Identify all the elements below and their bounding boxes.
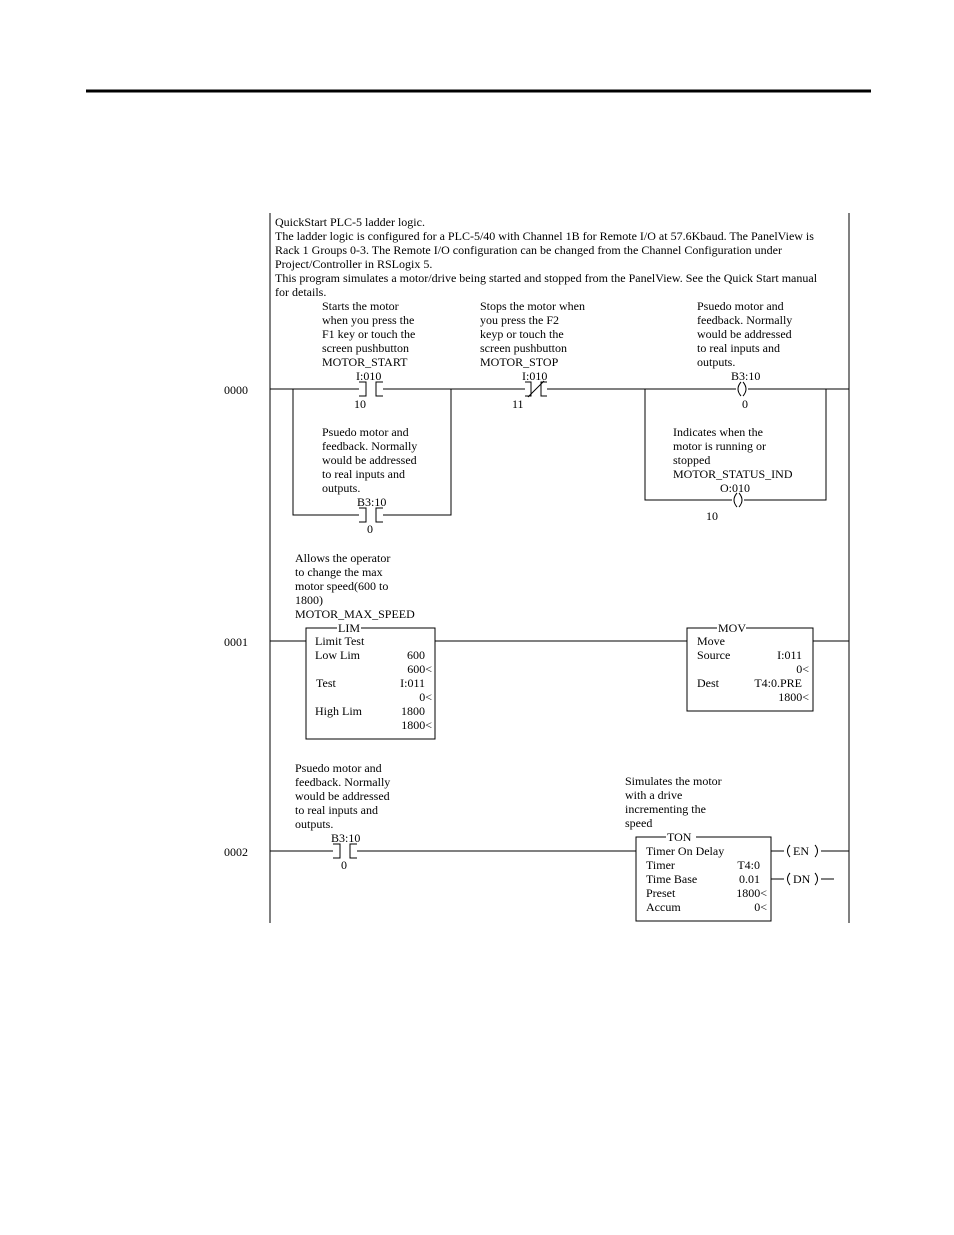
- header-comment: [275, 215, 818, 299]
- param-value: T4:0.PRE: [754, 676, 802, 690]
- header-comment-line: QuickStart PLC-5 ladder logic.: [275, 215, 425, 229]
- contact-bit: 11: [512, 397, 524, 411]
- contact-address: I:010: [522, 369, 548, 383]
- status-coil-comment: [673, 425, 793, 481]
- contact-symbol: [333, 844, 357, 858]
- comment-line: outputs.: [697, 355, 736, 369]
- lim-comment: [295, 551, 415, 621]
- comment-line: feedback. Normally: [322, 439, 418, 453]
- param-label: High Lim: [315, 704, 362, 718]
- param-label: Source: [697, 648, 731, 662]
- param-label: Low Lim: [315, 648, 360, 662]
- block-title: MOV: [718, 621, 747, 635]
- comment-line: Psuedo motor and: [295, 761, 382, 775]
- contact-bit: 10: [354, 397, 366, 411]
- comment-line: with a drive: [625, 788, 683, 802]
- param-value: T4:0: [737, 858, 760, 872]
- comment-line: to real inputs and: [295, 803, 378, 817]
- comment-line: MOTOR_STATUS_IND: [673, 467, 793, 481]
- param-current: 0<: [796, 662, 809, 676]
- motor-coil-comment: [697, 299, 792, 369]
- comment-line: incrementing the: [625, 802, 706, 816]
- param-value: 1800: [401, 704, 425, 718]
- comment-line: MOTOR_STOP: [480, 355, 559, 369]
- param-value: 0<: [754, 900, 767, 914]
- block-name: Move: [697, 634, 725, 648]
- comment-line: would be addressed: [295, 789, 390, 803]
- comment-line: Stops the motor when: [480, 299, 585, 313]
- comment-line: MOTOR_START: [322, 355, 408, 369]
- rung-0000[interactable]: [224, 299, 849, 536]
- contact-symbol: [525, 381, 547, 397]
- comment-line: you press the F2: [480, 313, 559, 327]
- rung-0002[interactable]: [224, 761, 849, 921]
- param-value: I:011: [400, 676, 425, 690]
- comment-line: to real inputs and: [322, 467, 405, 481]
- param-label: Dest: [697, 676, 719, 690]
- comment-line: screen pushbutton: [322, 341, 409, 355]
- comment-line: Psuedo motor and: [697, 299, 784, 313]
- comment-line: outputs.: [295, 817, 334, 831]
- contact-address: B3:10: [357, 495, 387, 509]
- coil-bit: 0: [742, 397, 748, 411]
- comment-line: Starts the motor: [322, 299, 399, 313]
- contact-symbol: [359, 382, 383, 396]
- rung-0001[interactable]: [224, 551, 849, 739]
- comment-line: would be addressed: [322, 453, 417, 467]
- comment-line: to real inputs and: [697, 341, 780, 355]
- mov-instruction-block[interactable]: [687, 621, 813, 711]
- param-value: I:011: [777, 648, 802, 662]
- coil-symbol: [724, 382, 760, 396]
- comment-line: keyp or touch the: [480, 327, 564, 341]
- comment-line: stopped: [673, 453, 711, 467]
- comment-line: to change the max: [295, 565, 383, 579]
- motor-coil-ote[interactable]: [724, 369, 760, 411]
- block-title: TON: [667, 830, 692, 844]
- seal-contact-comment: [322, 425, 417, 495]
- contact-address: I:010: [356, 369, 382, 383]
- param-label: Preset: [646, 886, 676, 900]
- header-comment-line: Project/Controller in RSLogix 5.: [275, 257, 433, 271]
- lim-instruction-block[interactable]: [306, 621, 435, 739]
- stop-contact-comment: [480, 299, 585, 369]
- block-title: LIM: [338, 621, 360, 635]
- header-comment-line: Rack 1 Groups 0-3. The Remote I/O configuration can be changed from the Channel Configuration under: [275, 243, 782, 257]
- comment-line: Psuedo motor and: [322, 425, 409, 439]
- comment-line: F1 key or touch the: [322, 327, 416, 341]
- param-value: 1800<: [736, 886, 767, 900]
- comment-line: MOTOR_MAX_SPEED: [295, 607, 415, 621]
- param-label: Timer: [646, 858, 675, 872]
- comment-line: Allows the operator: [295, 551, 391, 565]
- comment-line: feedback. Normally: [295, 775, 391, 789]
- contact-bit: 0: [341, 858, 347, 872]
- coil-symbol: [722, 493, 750, 507]
- b3-contact-xic[interactable]: [331, 831, 360, 872]
- coil-address: O:010: [720, 481, 750, 495]
- comment-line: outputs.: [322, 481, 361, 495]
- header-comment-line: The ladder logic is configured for a PLC-5/40 with Channel 1B for Remote I/O at 57.6Kbaud. The PanelView is: [275, 229, 814, 243]
- comment-line: Indicates when the: [673, 425, 763, 439]
- comment-line: would be addressed: [697, 327, 792, 341]
- param-current: 600<: [407, 662, 432, 676]
- seal-contact-xic[interactable]: [357, 495, 386, 536]
- dn-label: DN: [793, 872, 811, 886]
- param-value: 600: [407, 648, 425, 662]
- ton-en-output[interactable]: [771, 844, 849, 858]
- comment-line: screen pushbutton: [480, 341, 567, 355]
- comment-line: feedback. Normally: [697, 313, 793, 327]
- start-contact-xic[interactable]: [354, 369, 383, 411]
- param-label: Accum: [646, 900, 681, 914]
- comment-line: motor speed(600 to: [295, 579, 389, 593]
- comment-line: when you press the: [322, 313, 415, 327]
- b3-contact-comment: [295, 761, 390, 831]
- ton-instruction-block[interactable]: [636, 830, 771, 921]
- param-current: 0<: [419, 690, 432, 704]
- block-name: Timer On Delay: [646, 844, 725, 858]
- start-contact-comment: [322, 299, 415, 369]
- param-current: 1800<: [778, 690, 809, 704]
- contact-bit: 0: [367, 522, 373, 536]
- status-coil-ote[interactable]: [706, 481, 750, 523]
- coil-address: B3:10: [731, 369, 761, 383]
- contact-address: B3:10: [331, 831, 361, 845]
- rung-number: 0000: [224, 383, 248, 397]
- en-wire: [771, 845, 849, 857]
- coil-bit: 10: [706, 509, 718, 523]
- block-name: Limit Test: [315, 634, 365, 648]
- comment-line: Simulates the motor: [625, 774, 722, 788]
- comment-line: motor is running or: [673, 439, 766, 453]
- param-current: 1800<: [401, 718, 432, 732]
- param-value: 0.01: [739, 872, 760, 886]
- header-comment-line: This program simulates a motor/drive being started and stopped from the PanelView. See the Quick Start manual: [275, 271, 818, 285]
- rung-number: 0002: [224, 845, 248, 859]
- rung-number: 0001: [224, 635, 248, 649]
- contact-symbol: [359, 508, 383, 522]
- param-label: Time Base: [646, 872, 698, 886]
- header-comment-line: for details.: [275, 285, 327, 299]
- comment-line: 1800): [295, 593, 323, 607]
- ton-dn-output[interactable]: [771, 872, 834, 886]
- stop-contact-xio[interactable]: [512, 369, 547, 411]
- comment-line: speed: [625, 816, 653, 830]
- param-label: Test: [316, 676, 336, 690]
- ton-comment: [625, 774, 722, 830]
- en-label: EN: [793, 844, 809, 858]
